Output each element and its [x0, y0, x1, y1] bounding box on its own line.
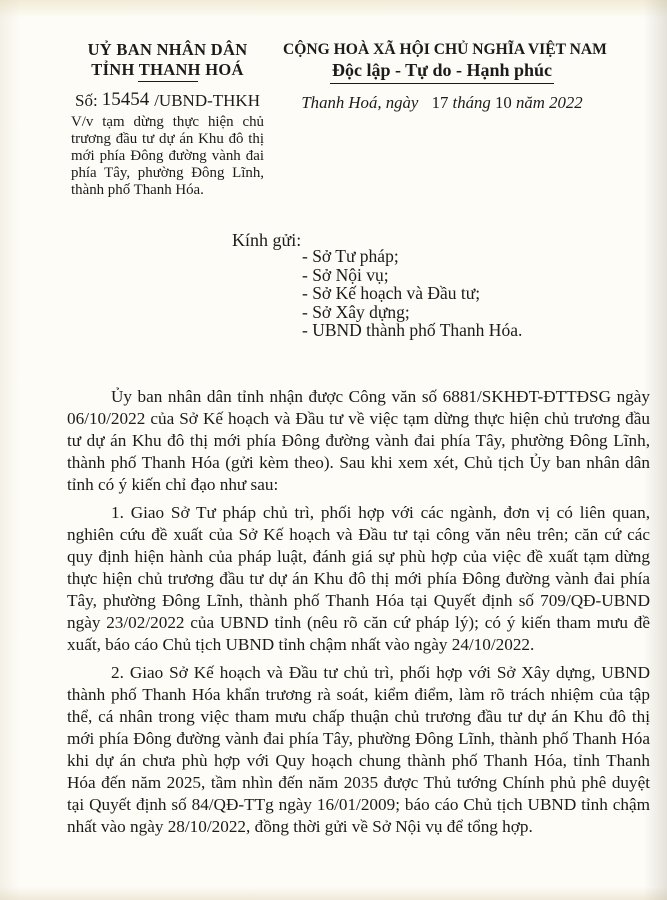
issuing-authority-name: UỶ BAN NHÂN DÂN — [87, 40, 248, 59]
body-paragraph-directive-1: 1. Giao Sở Tư pháp chủ trì, phối hợp với các ngành, đơn vị có liên quan, nghiên cứu đề xuất của Sở Kế hoạch và Đầu tư tại công văn nêu trên; căn cứ các quy định hiện hành của pháp luật, đánh giá sự phù hợp của việc đề xuất tạm dừng thực hiện chủ trương đầu tư dự án Khu đô thị mới phía Đông đường vành đai phía Tây, phường Đông Lĩnh, thành phố Thanh Hóa tại Quyết định số 709/QĐ-UBND ngày 23/02/2022 của UBND tỉnh (nêu rõ căn cứ pháp lý); có ý kiến tham mưu đề xuất, báo cáo Chủ tịch UBND tỉnh chậm nhất vào ngày 24/10/2022. — [67, 503, 650, 654]
issuing-authority-province: TỈNH THANH HOÁ — [91, 60, 244, 79]
issuing-authority-block — [30, 40, 305, 199]
national-motto: Độc lập - Tự do - Hạnh phúc — [330, 61, 554, 84]
salutation-label: Kính gửi: — [232, 230, 302, 250]
recipient-item: - Sở Xây dựng; — [302, 301, 410, 322]
dateline-thang: tháng — [452, 93, 491, 112]
document-number-line — [30, 90, 305, 112]
dateline-nam: năm — [515, 93, 545, 112]
authority-underline-rule — [138, 81, 198, 82]
national-header-block — [283, 40, 607, 113]
national-title: CỘNG HOÀ XÃ HỘI CHỦ NGHĨA VIỆT NAM — [283, 41, 607, 58]
document-number-suffix: /UBND-THKH — [154, 91, 260, 110]
dateline-year: 2022 — [549, 93, 583, 112]
recipient-item: - Sở Tư pháp; — [302, 246, 399, 266]
recipient-item: - Sở Kế hoạch và Đầu tư; — [302, 283, 481, 304]
dateline-day: 17 — [431, 93, 449, 112]
recipient-item: - UBND thành phố Thanh Hóa. — [302, 320, 523, 341]
body-paragraph-intro: Ủy ban nhân dân tỉnh nhận được Công văn số 6881/SKHĐT-ĐTTĐSG ngày 06/10/2022 của Sở Kế hoạch và Đầu tư về việc tạm dừng thực hiện chủ trương đầu tư dự án Khu đô thị mới phía Đông đường vành đai phía Tây, phường Đông Lĩnh, thành phố Thanh Hóa (gửi kèm theo). Sau khi xem xét, Chủ tịch Ủy ban nhân dân tỉnh có ý kiến chỉ đạo như sau: — [67, 387, 650, 494]
document-number-label: Số: — [75, 91, 98, 110]
letter-body — [67, 386, 650, 838]
recipients-list — [302, 247, 522, 340]
dateline-month: 10 — [494, 93, 512, 112]
dateline-prefix: Thanh Hoá, ngày — [301, 93, 419, 112]
document-subject-abstract: V/v tạm dừng thực hiện chủ trương đầu tư dự án Khu đô thị mới phía Đông đường vành đai phía Tây, phường Đông Lĩnh, thành phố Thanh Hóa. — [71, 114, 264, 198]
document-number-value: 15454 — [101, 88, 150, 110]
place-date-line — [283, 93, 601, 113]
recipient-item: - Sở Nội vụ; — [302, 264, 389, 285]
body-paragraph-directive-2: 2. Giao Sở Kế hoạch và Đầu tư chủ trì, phối hợp với Sở Xây dựng, UBND thành phố Thanh Hóa khẩn trương rà soát, kiểm điểm, làm rõ trách nhiệm của tập thể, cá nhân trong việc tham mưu chấp thuận chủ trương đầu tư dự án Khu đô thị mới phía Đông đường vành đai phía Tây, phường Đông Lĩnh, thành phố Thanh Hóa khi dự án chưa phù hợp với Quy hoạch chung thành phố Thanh Hóa, tỉnh Thanh Hóa đến năm 2025, tầm nhìn đến năm 2035 được Thủ tướng Chính phủ phê duyệt tại Quyết định số 84/QĐ-TTg ngày 16/01/2009; báo cáo Chủ tịch UBND tỉnh chậm nhất vào ngày 28/10/2022, đồng thời gửi về Sở Nội vụ để tổng hợp. — [67, 663, 650, 836]
